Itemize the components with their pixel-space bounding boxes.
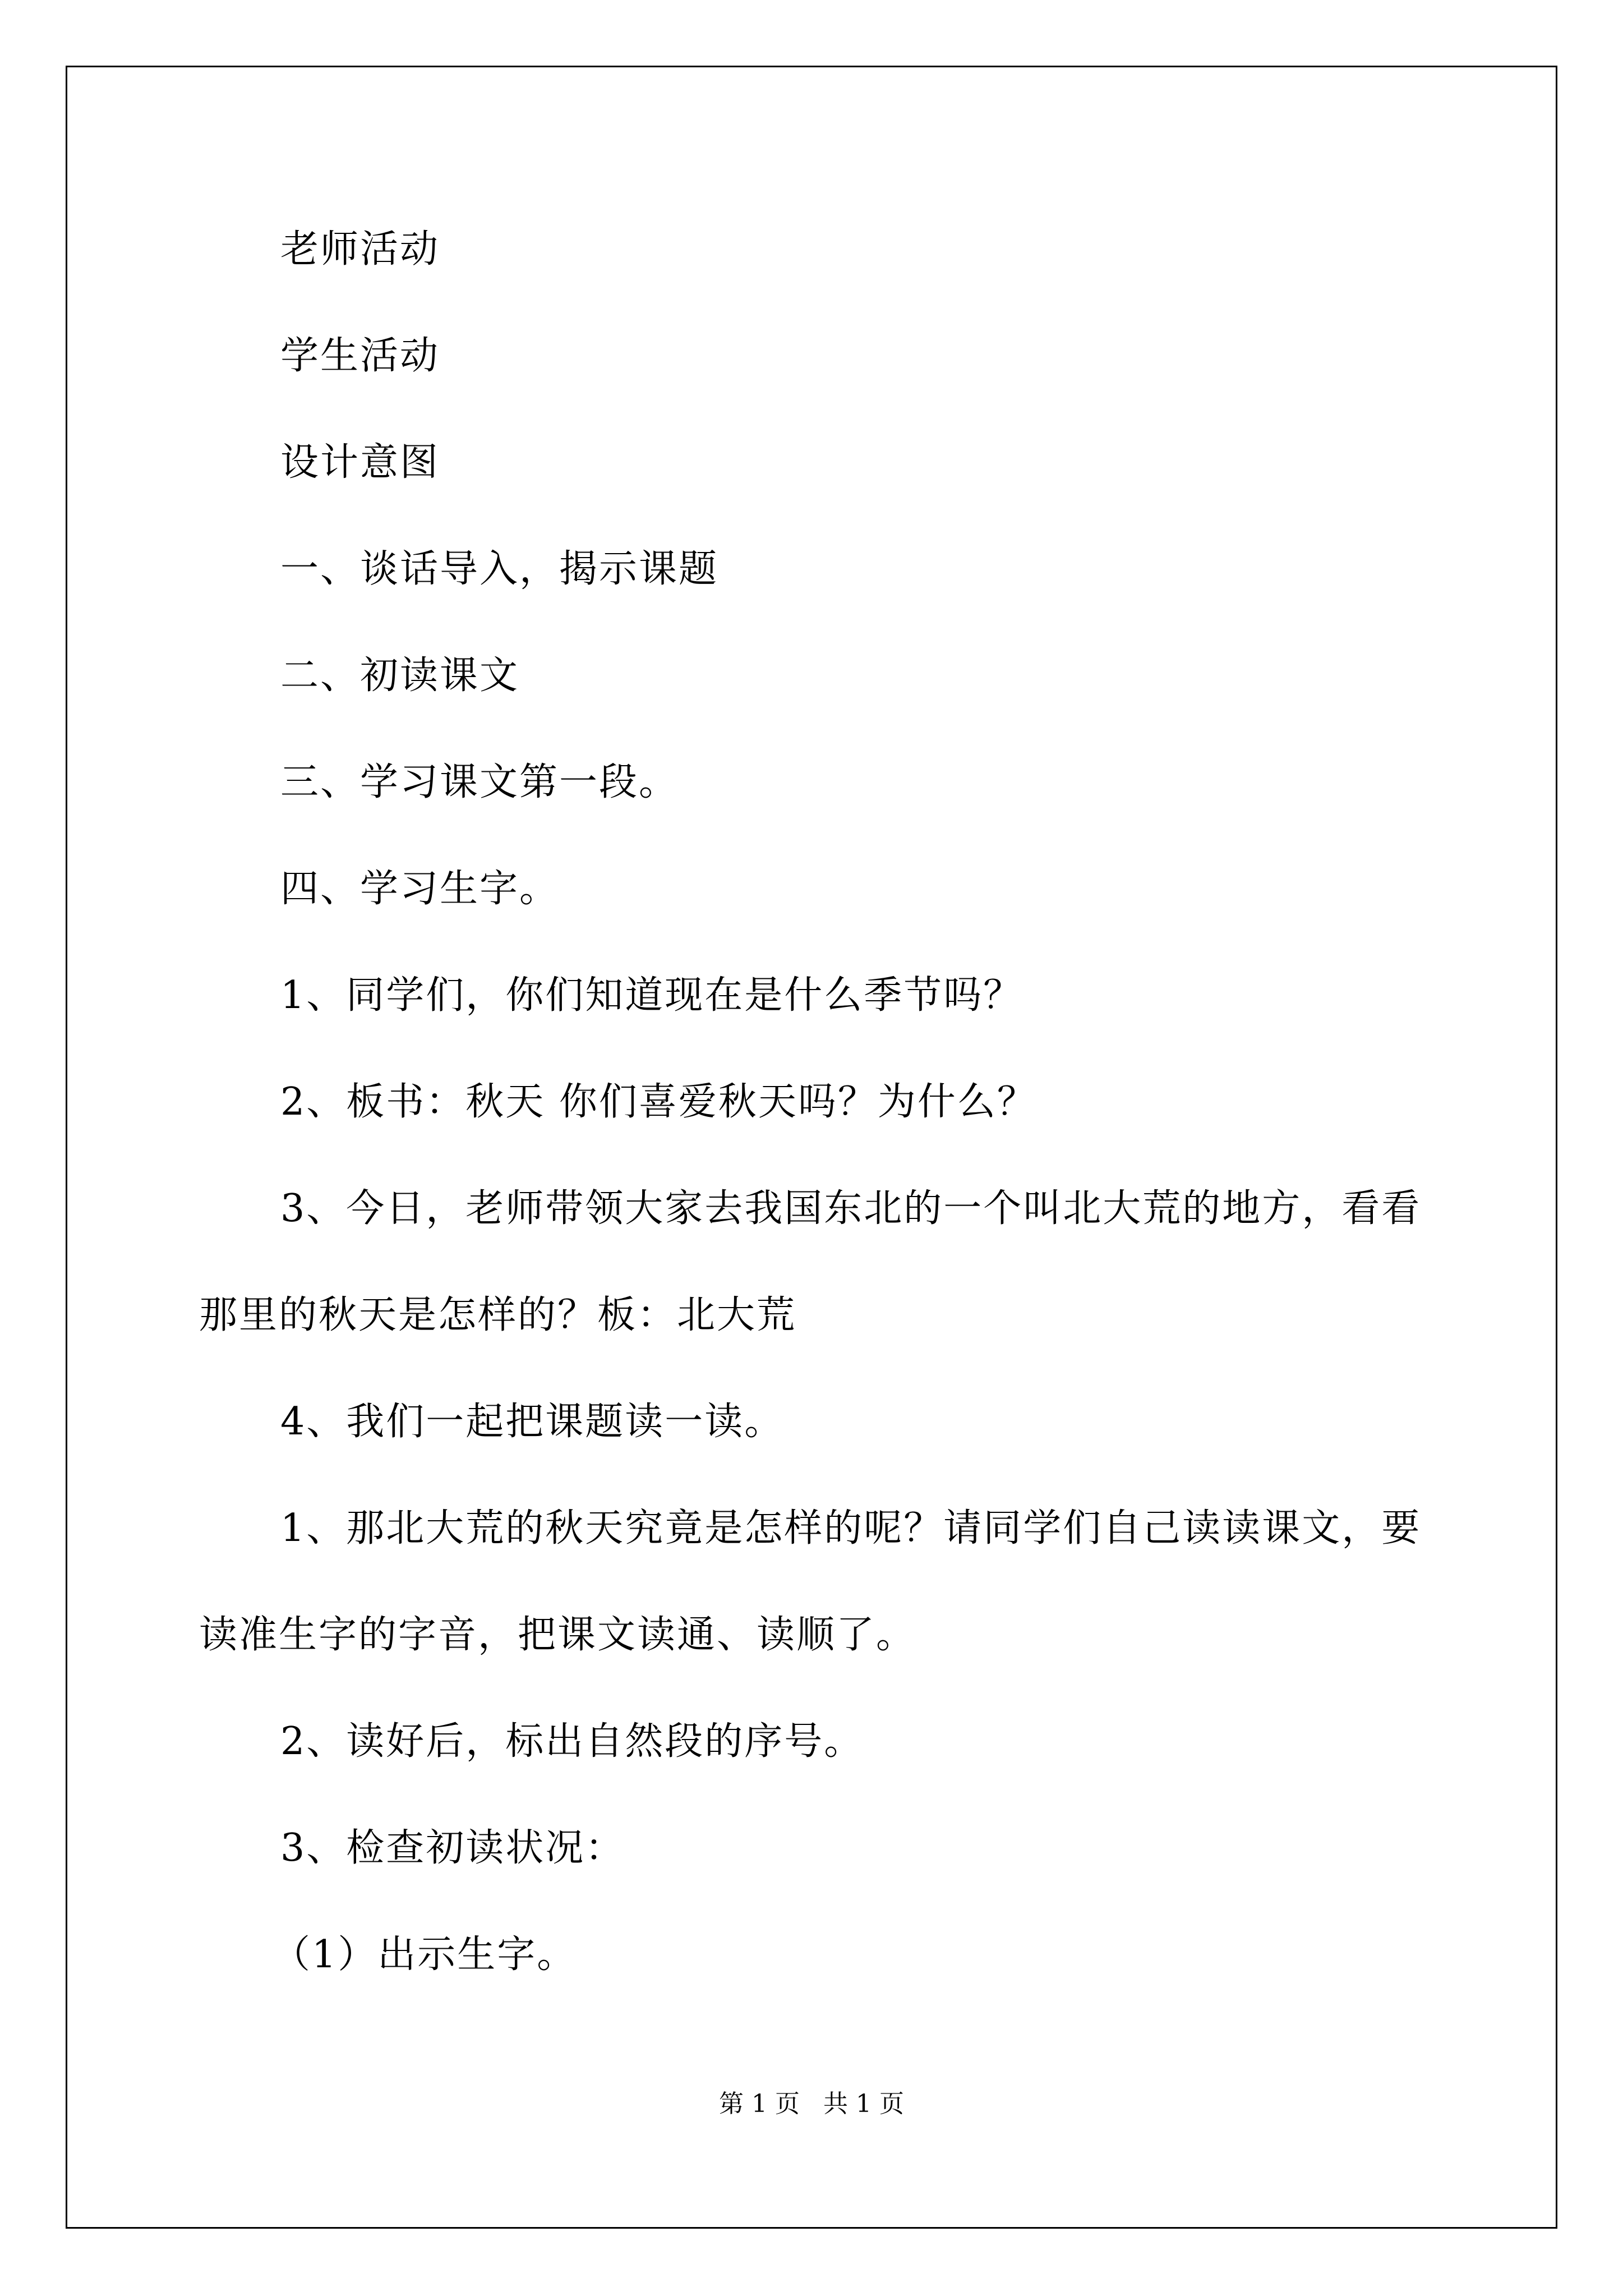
paragraph-line: 2、板书：秋天 你们喜爱秋天吗？为什么？ [280,1080,1037,1124]
paragraph-line: 1、那北大荒的秋天究竟是怎样的呢？请同学们自己读读课文，要 [280,1506,1422,1550]
section-heading-3: 三、学习课文第一段。 [280,760,679,804]
paragraph-line: 3、今日，老师带领大家去我国东北的一个叫北大荒的地方，看看 [280,1186,1422,1231]
paragraph-continuation: 读准生字的字音，把课文读通、读顺了。 [199,1613,916,1657]
paragraph-line: 1、同学们，你们知道现在是什么季节吗？ [280,973,1023,1018]
page-footer: 第 1 页 共 1 页 [719,2090,904,2118]
label-teacher-activity: 老师活动 [280,227,440,272]
paragraph-line: （1）出示生字。 [272,1932,577,1977]
section-heading-4: 四、学习生字。 [280,867,560,911]
label-student-activity: 学生活动 [280,334,440,378]
section-heading-1: 一、谈话导入，揭示课题 [280,547,719,591]
paragraph-line: 3、检查初读状况： [280,1826,625,1870]
paragraph-continuation: 那里的秋天是怎样的？板：北大荒 [199,1293,797,1337]
paragraph-line: 4、我们一起把课题读一读。 [280,1400,785,1444]
page-border [66,66,1557,2229]
label-design-intent: 设计意图 [280,440,440,485]
paragraph-line: 2、读好后，标出自然段的序号。 [280,1719,864,1764]
section-heading-2: 二、初读课文 [280,654,520,698]
